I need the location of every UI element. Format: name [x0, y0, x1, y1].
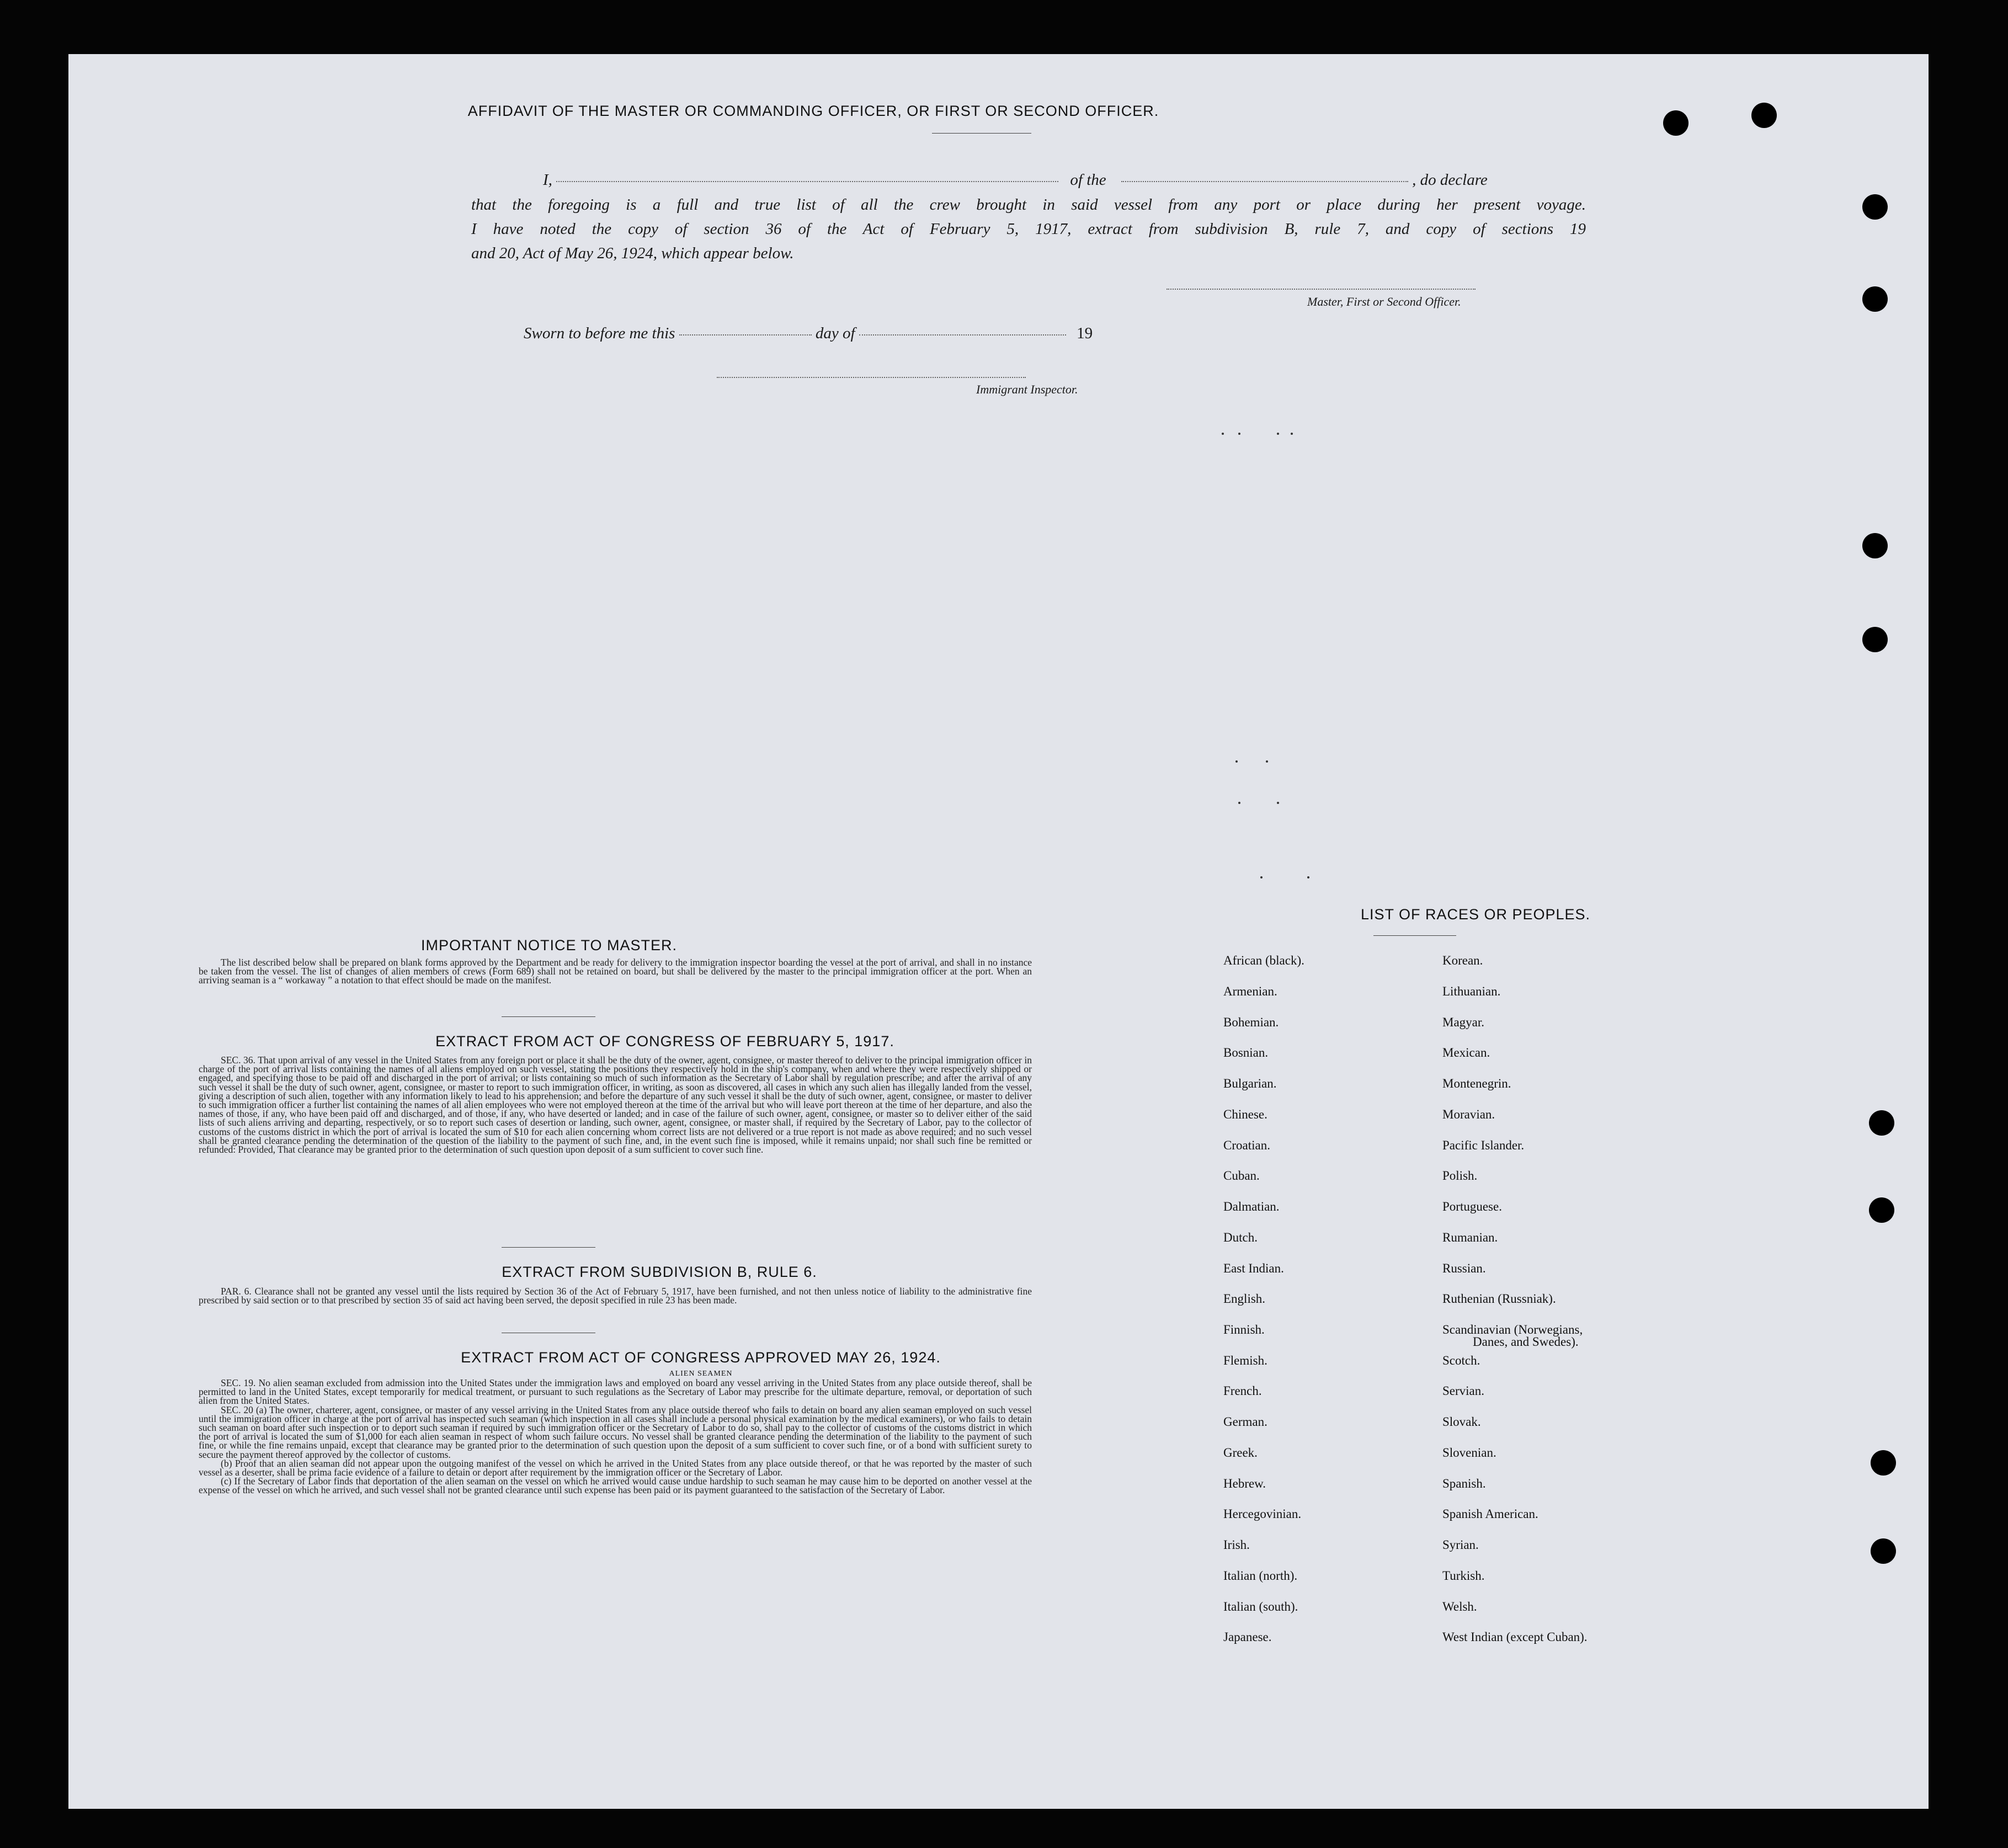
- decl-do-declare: , do declare: [1412, 171, 1488, 189]
- race-item: Pacific Islander.: [1442, 1138, 1525, 1152]
- race-item: Greek.: [1223, 1446, 1258, 1460]
- race-item: Cuban.: [1223, 1169, 1260, 1183]
- punch-hole: [1862, 194, 1888, 220]
- sec20a-paragraph: SEC. 20 (a) The owner, charterer, agent, consignee, or master of any vessel arriving in the United States from any place outside thereof who fails to detain on board any alien seaman employed on such vessel until the immigration officer in charge at the port of arrival has inspected such seaman (which inspection in all cases shall include a personal physical examination by the medical examiners), or who fails to detain such seaman on board after such inspection or to deport such seaman if required by such immigration officer or the Secretary of Labor to do so, shall pay to the collector of customs of the customs district in which the port of arrival is located the sum of $1,000 for each alien seaman in respect of whom such failure occurs. No vessel shall be granted clearance pending the determination of the liability to the payment of such fine, or while the fine remains unpaid, except that clearance may be granted prior to the determination of such question upon the deposit of a sum sufficient to cover such fine, or of a bond with sufficient surety to secure the payment thereof approved by the collector of customs.: [199, 1404, 1032, 1460]
- declaration-line-2: that the foregoing is a full and true list of all the crew brought in said vessel from any port or place during her present voyage.: [471, 196, 1586, 214]
- race-item: Polish.: [1442, 1169, 1478, 1183]
- sworn-day-blank[interactable]: [679, 334, 812, 335]
- sec20c-paragraph: (c) If the Secretary of Labor finds that deportation of the alien seaman on the vessel on which he arrived would cause undue hardship to such seaman he may cause him to be deported on another vessel at the expense of the vessel on which he arrived, and such vessel shall not be granted clearance until such expense has been paid or its payment guaranteed to the satisfaction of the Secretary of Labor.: [199, 1476, 1032, 1496]
- extract-1917-text: [199, 1056, 1032, 1154]
- extract-1924-text: [199, 1378, 1032, 1495]
- punch-hole: [1869, 1110, 1894, 1136]
- scan-speck: [1277, 433, 1279, 435]
- race-item: Spanish American.: [1442, 1507, 1538, 1521]
- notice-paragraph: The list described below shall be prepared on blank forms approved by the Department and be ready for delivery to the immigration inspector boarding the vessel at the port of arrival, and shall in no instance be taken from the vessel. The list of changes of alien members of crews (Form 689) shall not be retained on board, but shall be delivered by the master to the principal immigration officer at the port. When an arriving seaman is a “ workaway ” a notation to that effect should be made on the manifest.: [199, 957, 1032, 986]
- race-item: Slovak.: [1442, 1415, 1481, 1429]
- race-item: Italian (north).: [1223, 1569, 1298, 1583]
- punch-hole: [1869, 1197, 1894, 1223]
- sworn-month-blank[interactable]: [859, 334, 1066, 335]
- scan-speck: [1222, 433, 1224, 435]
- scan-speck: [1291, 433, 1293, 435]
- race-item: Bosnian.: [1223, 1046, 1269, 1059]
- race-item: Magyar.: [1442, 1015, 1485, 1029]
- sec20b-paragraph: (b) Proof that an alien seaman did not appear upon the outgoing manifest of the vessel on which he arrived in the United States from any place outside thereof, or that he was reported by the master of such vessel as a deserter, shall be prima facie evidence of a failure to detain or deport after requirement by the immigration officer or the Secretary of Labor.: [199, 1457, 1032, 1478]
- divider: [932, 133, 1031, 134]
- race-item: Croatian.: [1223, 1138, 1270, 1152]
- race-item: English.: [1223, 1292, 1266, 1306]
- scan-speck: [1260, 876, 1263, 878]
- race-item: German.: [1223, 1415, 1267, 1429]
- punch-hole: [1862, 533, 1888, 558]
- race-item: Armenian.: [1223, 984, 1277, 998]
- scan-speck: [1235, 760, 1238, 763]
- race-item: Irish.: [1223, 1538, 1250, 1552]
- race-item: Dutch.: [1223, 1231, 1258, 1244]
- race-item: Japanese.: [1223, 1630, 1272, 1644]
- notice-text: [199, 958, 1032, 985]
- rule6-text: [199, 1287, 1032, 1304]
- race-item: Slovenian.: [1442, 1446, 1496, 1460]
- race-item: Scotch.: [1442, 1354, 1480, 1367]
- race-item: Russian.: [1442, 1261, 1486, 1275]
- name-blank[interactable]: [556, 180, 1058, 182]
- race-item: Italian (south).: [1223, 1600, 1298, 1613]
- declaration-line-3: I have noted the copy of section 36 of the Act of February 5, 1917, extract from subdivision B, rule 7, and copy of sections 19: [471, 220, 1586, 238]
- form-page: [68, 54, 1929, 1809]
- extract-1924-subtitle: ALIEN SEAMEN: [669, 1370, 733, 1378]
- race-item: Spanish.: [1442, 1477, 1486, 1490]
- races-title: LIST OF RACES OR PEOPLES.: [1360, 906, 1591, 923]
- race-item: Hercegovinian.: [1223, 1507, 1302, 1521]
- race-item: West Indian (except Cuban).: [1442, 1630, 1588, 1644]
- extract-1917-title: EXTRACT FROM ACT OF CONGRESS OF FEBRUARY 5, 1917.: [435, 1033, 894, 1050]
- sworn-year: 19: [1077, 324, 1093, 342]
- affidavit-title: AFFIDAVIT OF THE MASTER OR COMMANDING OFFICER, OR FIRST OR SECOND OFFICER.: [467, 103, 1159, 119]
- notice-title: IMPORTANT NOTICE TO MASTER.: [420, 937, 678, 954]
- divider: [502, 1247, 595, 1248]
- race-item: Portuguese.: [1442, 1200, 1502, 1213]
- race-item: Turkish.: [1442, 1569, 1485, 1583]
- punch-hole: [1871, 1450, 1896, 1476]
- race-item: Mexican.: [1442, 1046, 1490, 1059]
- race-item: Danes, and Swedes).: [1473, 1335, 1579, 1349]
- punch-hole: [1751, 103, 1777, 128]
- scan-speck: [1238, 802, 1240, 804]
- divider: [1373, 935, 1456, 936]
- race-item: French.: [1223, 1384, 1262, 1398]
- divider: [502, 1016, 595, 1017]
- race-item: East Indian.: [1223, 1261, 1284, 1275]
- declaration-line-4: and 20, Act of May 26, 1924, which appear below.: [471, 244, 794, 262]
- punch-hole: [1862, 286, 1888, 312]
- race-item: Welsh.: [1442, 1600, 1477, 1613]
- master-label: Master, First or Second Officer.: [1307, 295, 1461, 308]
- punch-hole: [1663, 110, 1689, 136]
- sec36-paragraph: SEC. 36. That upon arrival of any vessel in the United States from any foreign port or place it shall be the duty of the owner, agent, consignee, or master thereof to deliver to the principal immigration officer in charge of the port of arrival lists containing the names of all aliens employed on such vessel, stating the positions they respectively hold in the ship's company, when and where they were respectively shipped or engaged, and specifying those to be paid off and discharged in the port of arrival; or lists containing so much of such information as the Secretary of Labor shall by regulation prescribe; and after the arrival of any such vessel it shall be the duty of such owner, agent, consignee, or master to report to such immigration officer, in writing, as soon as discovered, all cases in which any such alien has illegally landed from the vessel, giving a description of such alien, together with any information likely to lead to his apprehension; and before the departure of any such vessel it shall be the duty of such owner, agent, consignee, or master to deliver to such immigration officer a further list containing the names of all alien employees who were not employed thereon at the time of the arrival but who will leave port thereon at the time of her departure, and also the names of those, if any, who have been paid off and discharged, and of those, if any, who have deserted or landed; and in case of the failure of such owner, agent, consignee, or master so to deliver either of the said lists of such aliens arriving and departing, respectively, or so to report such cases of desertion or landing, such owner, agent, consignee, or master shall, if required by the Secretary of Labor, pay to the collector of customs of the customs district in which the port of arrival is located the sum of $10 for each alien concerning whom correct lists are not delivered or a true report is not made as above required; and no such vessel shall be granted clearance pending the determination of the question of the liability to the payment of such fine, and, in the event such fine is imposed, while it remains unpaid; nor shall such fine be remitted or refunded: Provided, That clearance may be granted prior to the determination of such question upon deposit of a sum sufficient to cover such fine.: [199, 1055, 1032, 1155]
- inspector-label: Immigrant Inspector.: [976, 382, 1078, 396]
- race-item: Korean.: [1442, 954, 1483, 967]
- race-item: Dalmatian.: [1223, 1200, 1280, 1213]
- race-item: Servian.: [1442, 1384, 1485, 1398]
- inspector-signature-line[interactable]: [717, 376, 1026, 378]
- decl-of-the: of the: [1070, 171, 1106, 189]
- scan-speck: [1266, 760, 1268, 763]
- race-item: Finnish.: [1223, 1323, 1265, 1336]
- race-item: Lithuanian.: [1442, 984, 1501, 998]
- race-item: Bulgarian.: [1223, 1077, 1277, 1090]
- vessel-blank[interactable]: [1121, 180, 1408, 182]
- scan-speck: [1277, 802, 1279, 804]
- rule6-title: EXTRACT FROM SUBDIVISION B, RULE 6.: [502, 1264, 817, 1280]
- race-item: Moravian.: [1442, 1107, 1495, 1121]
- race-item: Ruthenian (Russniak).: [1442, 1292, 1556, 1306]
- decl-i: I,: [543, 171, 552, 189]
- race-item: Hebrew.: [1223, 1477, 1266, 1490]
- punch-hole: [1871, 1538, 1896, 1564]
- race-item: Chinese.: [1223, 1107, 1267, 1121]
- race-item: Montenegrin.: [1442, 1077, 1511, 1090]
- sec19-paragraph: SEC. 19. No alien seaman excluded from admission into the United States under the immigration laws and employed on board any vessel arriving in the United States from any place outside thereof, shall be permitted to land in the United States, except temporarily for medical treatment, or pursuant to such regulations as the Secretary of Labor may prescribe for the ultimate departure, removal, or deportation of such alien from the United States.: [199, 1377, 1032, 1407]
- race-item: Flemish.: [1223, 1354, 1267, 1367]
- race-item: Rumanian.: [1442, 1231, 1498, 1244]
- sworn-line: [524, 324, 1093, 343]
- race-item: Syrian.: [1442, 1538, 1479, 1552]
- scan-speck: [1307, 876, 1309, 878]
- race-item: Scandinavian (Norwegians,: [1442, 1323, 1583, 1336]
- punch-hole: [1862, 627, 1888, 652]
- race-item: African (black).: [1223, 954, 1304, 967]
- sworn-prefix: Sworn to before me this: [524, 324, 675, 342]
- race-item: Bohemian.: [1223, 1015, 1279, 1029]
- declaration-line-1: [543, 171, 1488, 189]
- scan-speck: [1238, 433, 1240, 435]
- extract-1924-title: EXTRACT FROM ACT OF CONGRESS APPROVED MAY 26, 1924.: [461, 1349, 941, 1366]
- master-signature-line[interactable]: [1167, 288, 1476, 290]
- sworn-day-of: day of: [815, 324, 855, 342]
- rule6-paragraph: PAR. 6. Clearance shall not be granted any vessel until the lists required by Section 36 of the Act of February 5, 1917, have been furnished, and not then unless notice of liability to the administrative fine prescribed by said section or to that prescribed by section 35 of said act having been served, the deposit specified in rule 23 has been made.: [199, 1286, 1032, 1306]
